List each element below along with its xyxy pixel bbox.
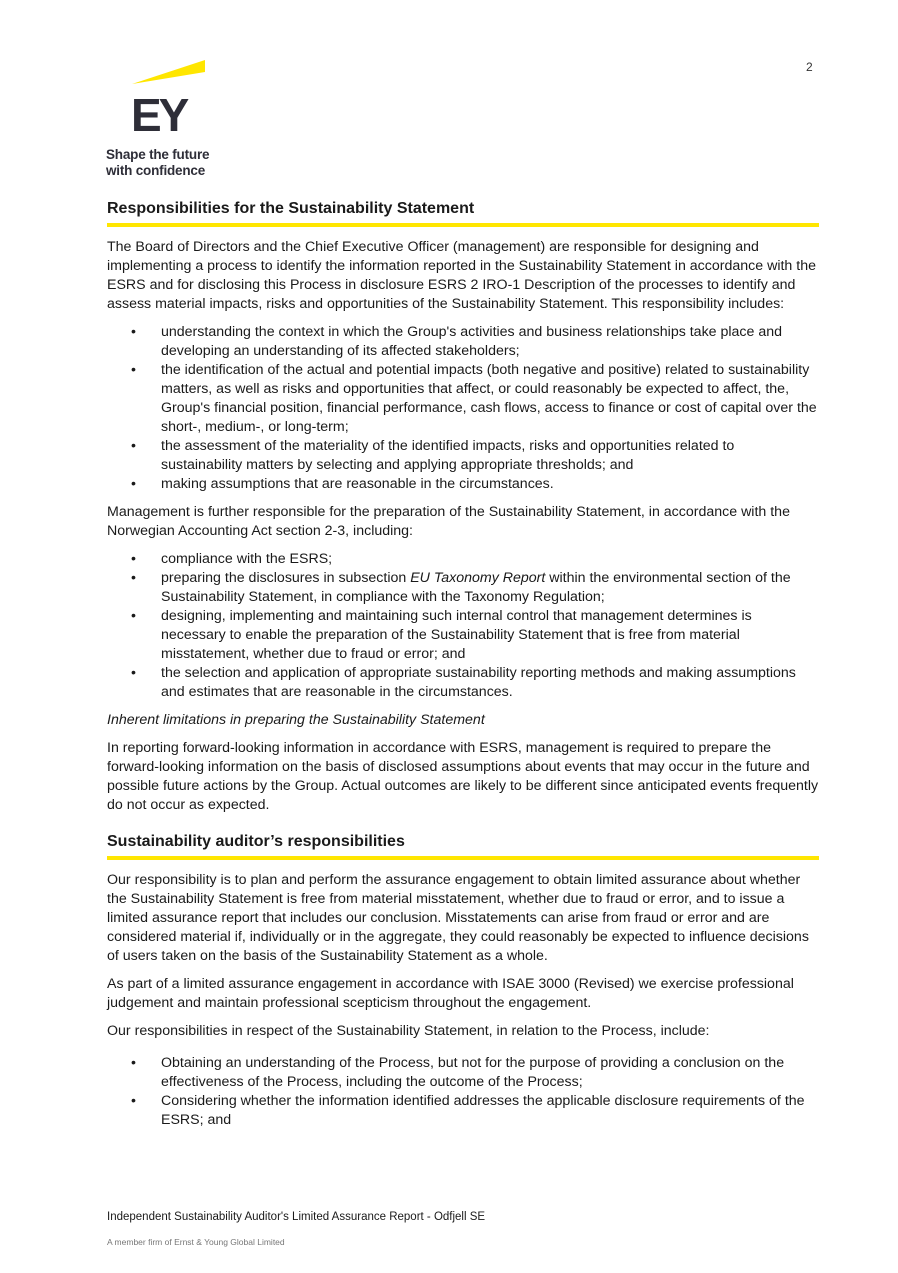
auditor-responsibility-list <box>107 1054 819 1130</box>
document-body <box>107 199 819 1139</box>
list-item-text: within the environmental section of the Sustainability Statement, in compliance with the Taxonomy Regulation; <box>161 570 791 605</box>
list-item <box>107 569 819 607</box>
bullet-icon: • <box>131 324 136 340</box>
bullet-icon: • <box>131 438 136 454</box>
bullet-icon: • <box>131 476 136 492</box>
list-item-text: designing, implementing and maintaining such internal control that management determines is necessary to enable the preparation of the Sustainability Statement that is free from material misstatement, whether due to fraud or error; and <box>161 608 752 662</box>
section-heading-responsibilities: Responsibilities for the Sustainability Statement <box>107 199 819 227</box>
list-item-text: understanding the context in which the Group's activities and business relationships take place and developing an understanding of its affected stakeholders; <box>161 324 783 359</box>
list-item-text: the identification of the actual and potential impacts (both negative and positive) related to sustainability matters, as well as risks and opportunities that affect, or could reasonably be expected to affect, the, Group's financial position, financial performance, cash flows, access to finance or cost of capital over the short-, medium-, or long-term; <box>161 362 817 435</box>
ey-beam-icon <box>132 58 206 88</box>
preparation-paragraph: Management is further responsible for the preparation of the Sustainability Statement, in accordance with the Norwegian Accounting Act section 2-3, including: <box>107 504 790 539</box>
auditor-responsibility-paragraph: Our responsibility is to plan and perform the assurance engagement to obtain limited assurance about whether the Sustainability Statement is free from material misstatement, whether due to fraud or error, and to issue a limited assurance report that includes our conclusion. Misstatements can arise from fraud or error and are considered material if, individually or in the aggregate, they could reasonably be expected to influence decisions of users taken on the basis of the Sustainability Statement as a whole. <box>107 872 809 964</box>
list-item-text: the selection and application of appropriate sustainability reporting methods and making assumptions and estimates that are reasonable in the circumstances. <box>161 665 796 700</box>
footer-report-title: Independent Sustainability Auditor's Limited Assurance Report - Odfjell SE <box>107 1211 486 1223</box>
bullet-icon: • <box>131 362 136 378</box>
intro-paragraph: The Board of Directors and the Chief Executive Officer (management) are responsible for designing and implementing a process to identify the information reported in the Sustainability Statement in accordance with the ESRS and for disclosing this Process in disclosure ESRS 2 IRO-1 Description of the processes to identify and assess material impacts, risks and opportunities of the Sustainability Statement. This responsibility includes: <box>107 239 816 312</box>
list-item <box>107 475 819 494</box>
list-item-text: preparing the disclosures in subsection <box>161 570 411 586</box>
tagline-line-2: with confidence <box>106 163 206 178</box>
bullet-icon: • <box>131 608 136 624</box>
preparation-list <box>107 550 819 702</box>
footer-member-firm: A member firm of Ernst & Young Global Limited <box>107 1237 285 1247</box>
list-item <box>107 361 819 437</box>
list-item-text: the assessment of the materiality of the identified impacts, risks and opportunities related to sustainability matters by selecting and applying appropriate thresholds; and <box>161 438 735 473</box>
list-item <box>107 1092 819 1130</box>
bullet-icon: • <box>131 1093 136 1109</box>
bullet-icon: • <box>131 570 136 586</box>
forward-looking-paragraph: In reporting forward-looking information in accordance with ESRS, management is required to prepare the forward-looking information on the basis of disclosed assumptions about events that may occur in the future and possible future actions by the Group. Actual outcomes are likely to be different since anticipated events frequently do not occur as expected. <box>107 740 819 813</box>
subheading-inherent-limitations: Inherent limitations in preparing the Sustainability Statement <box>107 712 485 728</box>
list-item <box>107 323 819 361</box>
logo-tagline <box>106 147 209 179</box>
list-item <box>107 437 819 475</box>
list-item <box>107 664 819 702</box>
list-item-text: making assumptions that are reasonable in the circumstances. <box>161 476 554 492</box>
list-item-text: compliance with the ESRS; <box>161 551 333 567</box>
eu-taxonomy-report-reference: EU Taxonomy Report <box>410 570 546 586</box>
isae-paragraph: As part of a limited assurance engagement in accordance with ISAE 3000 (Revised) we exercise professional judgement and maintain professional scepticism throughout the engagement. <box>107 976 794 1011</box>
bullet-icon: • <box>131 551 136 567</box>
section-heading-auditor-responsibilities: Sustainability auditor’s responsibilities <box>107 832 819 860</box>
page-number: 2 <box>806 60 813 74</box>
list-item <box>107 1054 819 1092</box>
process-responsibilities-paragraph: Our responsibilities in respect of the Sustainability Statement, in relation to the Process, include: <box>107 1023 710 1039</box>
bullet-icon: • <box>131 665 136 681</box>
bullet-icon: • <box>131 1055 136 1071</box>
list-item <box>107 550 819 569</box>
ey-logo <box>106 58 226 183</box>
list-item <box>107 607 819 664</box>
tagline-line-1: Shape the future <box>106 147 210 162</box>
list-item-text: Obtaining an understanding of the Process, but not for the purpose of providing a conclusion on the effectiveness of the Process, including the outcome of the Process; <box>161 1055 785 1090</box>
list-item-text: Considering whether the information identified addresses the applicable disclosure requirements of the ESRS; and <box>161 1093 805 1128</box>
ey-wordmark: EY <box>131 89 187 141</box>
management-responsibility-list <box>107 323 819 494</box>
